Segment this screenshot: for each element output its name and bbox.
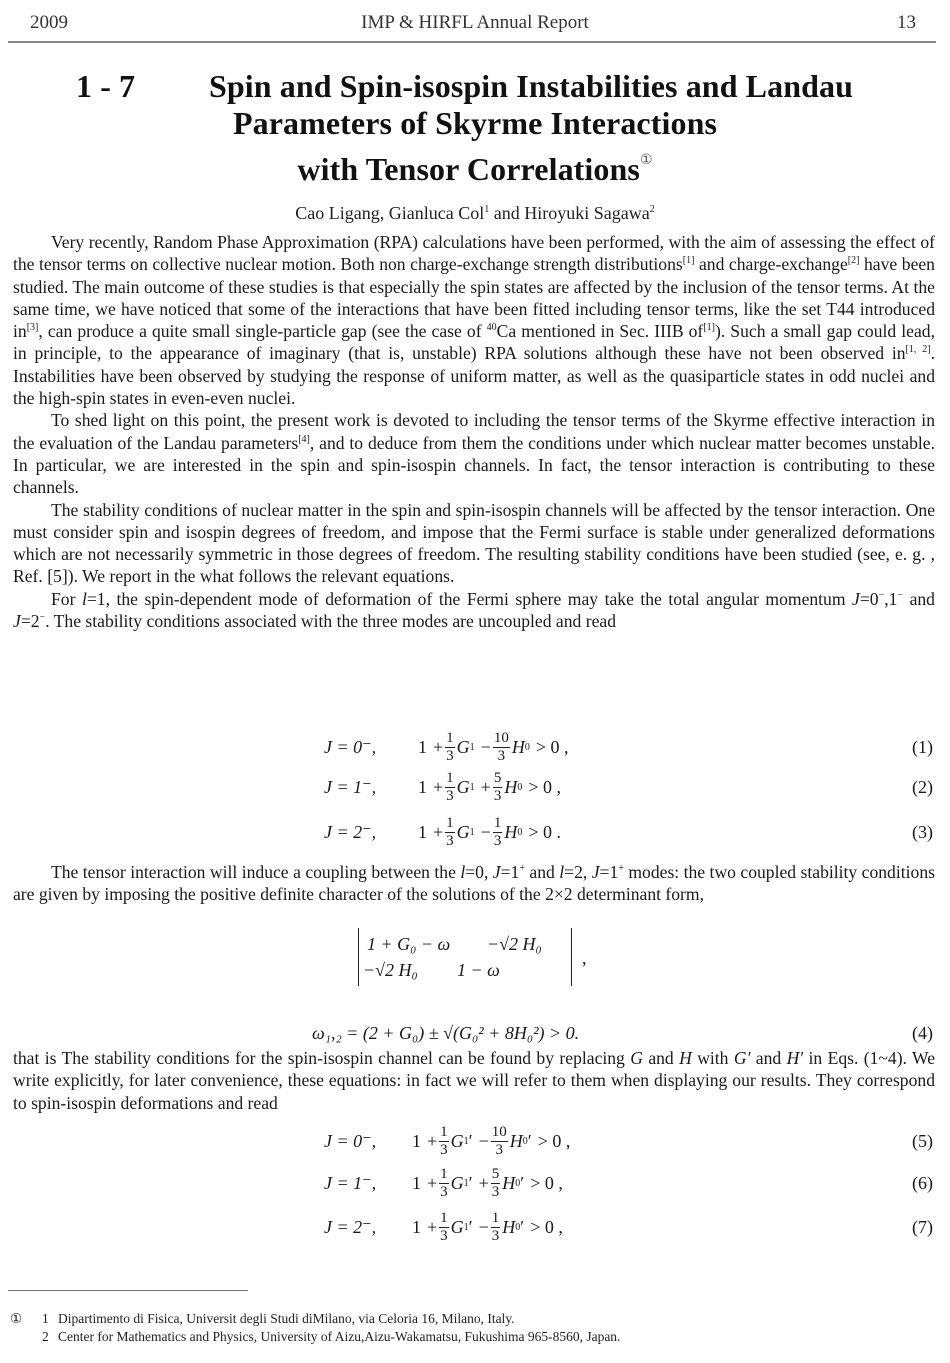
fraction: $\frac{1}{3}$ [493, 814, 502, 849]
paragraph-spin-isospin: that is The stability conditions for the spin-isospin channel can be found by replacing G and H with G′ and H′ in Eqs. (1~4). We write explicitly, for later convenience, these equations: in fact we will refer to them when displaying our results. They correspond to spin-isospin deformations and read [13, 1048, 936, 1113]
equation-number: (1) [912, 737, 933, 757]
equation-number: (2) [912, 777, 933, 797]
fraction: $\frac{1}{3}$ [440, 1123, 448, 1158]
omega-equation: ω₁,₂ = (2 + G₀) ± √(G₀² + 8H₀²) > 0. [312, 1023, 580, 1043]
footnote-marker: ① [10, 1311, 23, 1326]
fraction: $\frac{5}{3}$ [493, 769, 502, 804]
equation-number: (7) [912, 1217, 933, 1237]
body-text-section-1 [13, 231, 935, 632]
equation-expression: 1 + $\frac{1}{3}$ G 1 ′ − $\frac{1}{3}$ H 0 ′ > 0 , [412, 1209, 563, 1244]
equation-expression: 1 + $\frac{1}{3}$ G 1 ′ − $\frac{10}{3}$ H 0 ′ > 0 , [412, 1123, 571, 1158]
equation-number: (5) [912, 1131, 933, 1151]
title-footnote-marker[interactable]: ① [639, 153, 653, 168]
det-cell-21: −√2 H₀ [363, 960, 418, 980]
fraction: $\frac{1}{3}$ [440, 1209, 448, 1244]
title-line-2: Parameters of Skyrme Interactions [232, 105, 718, 141]
equation-row [0, 727, 935, 767]
equation-row [0, 767, 935, 807]
equation-mode: J = 0⁻, [324, 1131, 377, 1151]
equation-mode: J = 2⁻, [324, 822, 377, 842]
body-text-section-3 [13, 1047, 935, 1114]
author-list: Cao Ligang, Gianluca Col$^1$ and Hiroyuki Sagawa$^2$ [295, 203, 655, 223]
equation-row [0, 1121, 935, 1161]
equation-row [0, 812, 935, 852]
fraction: $\frac{1}{3}$ [446, 769, 454, 804]
equation-expression: 1 + $\frac{1}{3}$ G 1 − $\frac{10}{3}$ H 0 > 0 , [418, 729, 569, 764]
citation[interactable]: [4] [298, 433, 310, 445]
equation-number: (3) [912, 822, 933, 842]
paragraph-motivation: To shed light on this point, the present work is devoted to including the tensor terms of the Skyrme effective interaction in the evaluation of the Landau parameters[4], and to deduce from them the conditions under which nuclear matter becomes unstable. In particular, we are interested in the spin and spin-isospin channels. In fact, the tensor interaction is contributing to these channels. [13, 410, 935, 498]
equation-number: (4) [912, 1023, 933, 1043]
det-cell-22: 1 − ω [457, 960, 500, 980]
equation-expression: 1 + $\frac{1}{3}$ G 1 − $\frac{1}{3}$ H 0 > 0 . [418, 814, 561, 849]
body-text-section-2 [13, 861, 935, 906]
equation-mode: J = 1⁻, [324, 1173, 377, 1193]
fraction: $\frac{1}{3}$ [440, 1165, 448, 1200]
fraction: $\frac{10}{3}$ [491, 1123, 507, 1158]
fraction: $\frac{1}{3}$ [446, 814, 454, 849]
citation[interactable]: [1] [703, 322, 715, 334]
equation-mode: J = 2⁻, [324, 1217, 377, 1237]
fraction: $\frac{5}{3}$ [491, 1165, 500, 1200]
equation-mode: J = 1⁻, [324, 777, 377, 797]
running-head-year: 2009 [30, 12, 68, 33]
citation[interactable]: [1] [682, 255, 695, 267]
header-divider [8, 41, 936, 43]
footnote-affiliation-1: 1 Dipartimento di Fisica, Universit degli Studi diMilano, via Celoria 16, Milano, Italy. [42, 1311, 515, 1326]
running-head-journal: IMP & HIRFL Annual Report [361, 12, 589, 33]
equation-expression: 1 + $\frac{1}{3}$ G 1 + $\frac{5}{3}$ H 0 > 0 , [418, 769, 561, 804]
page-number: 13 [897, 12, 916, 33]
fraction: $\frac{1}{3}$ [491, 1209, 500, 1244]
det-cell-11: 1 + G₀ − ω [367, 934, 451, 954]
equation-row [0, 1163, 935, 1203]
title-line-3: with Tensor Correlations① [297, 151, 653, 187]
article-title-block [0, 68, 950, 224]
fraction: $\frac{10}{3}$ [493, 729, 509, 764]
citation[interactable]: [2] [847, 255, 860, 267]
det-cell-12: −√2 H₀ [487, 934, 542, 954]
section-number: 1 - 7 [76, 68, 136, 104]
footnote-divider [8, 1290, 248, 1291]
equation-row [0, 1207, 935, 1247]
fraction: $\frac{1}{3}$ [446, 729, 454, 764]
equation-expression: 1 + $\frac{1}{3}$ G 1 ′ + $\frac{5}{3}$ H 0 ′ > 0 , [412, 1165, 563, 1200]
equation-mode: J = 0⁻, [324, 737, 377, 757]
paragraph-intro: Very recently, Random Phase Approximation (RPA) calculations have been performed, with the aim of assessing the effect of the tensor terms on collective nuclear motion. Both non charge-exchange strength distributions[1] and charge-exchange[2] have been studied. The main outcome of these studies is that especially the spin states are affected by the inclusion of the tensor terms. At the same time, we have noticed that some of the interactions that have been fitted including tensor terms, like the set T44 introduced in[3], can produce a quite small single-particle gap (see the case of $^{40}$Ca mentioned in Sec. IIIB of[1]). Such a small gap could lead, in principle, to the appearance of imaginary (that is, unstable) RPA solutions although these have not been observed in[1, 2]. Instabilities have been observed by studying the response of uniform matter, as well as the quasiparticle states in odd nuclei and the high-spin states in even-even nuclei. [13, 232, 935, 409]
determinant-comma: , [582, 948, 587, 968]
footnote-affiliation-2: 2 Center for Mathematics and Physics, University of Aizu,Aizu-Wakamatsu, Fukushima 965-8560, Japan. [42, 1329, 621, 1344]
determinant-matrix [358, 928, 572, 986]
paragraph-l1-modes: For l=1, the spin-dependent mode of deformation of the Fermi sphere may take the total angular momentum J=0−,1− and J=2−. The stability conditions associated with the three modes are uncoupled and read [13, 588, 935, 632]
title-line-1: 1 - 7 Spin and Spin-isospin Instabilities and Landau [76, 68, 854, 104]
citation[interactable]: [3] [26, 322, 39, 334]
footnotes [8, 1310, 620, 1346]
paragraph-stability: The stability conditions of nuclear matter in the spin and spin-isospin channels will be affected by the tensor interaction. One must consider spin and isospin degrees of freedom, and impose that the Fermi surface is stable under generalized deformations which are not necessarily symmetric in those degrees of freedom. The resulting stability conditions have been studied (see, e. g. , Ref. [5]). We report in the what follows the relevant equations. [13, 499, 935, 587]
citation[interactable]: [1, 2] [905, 344, 931, 356]
equation-number: (6) [912, 1173, 933, 1193]
running-head [14, 8, 936, 38]
paragraph-coupling: The tensor interaction will induce a coupling between the l=0, J=1+ and l=2, J=1+ modes: the two coupled stability conditions are given by imposing the positive definite character of the solutions of the 2×2 determinant form, [13, 862, 935, 905]
